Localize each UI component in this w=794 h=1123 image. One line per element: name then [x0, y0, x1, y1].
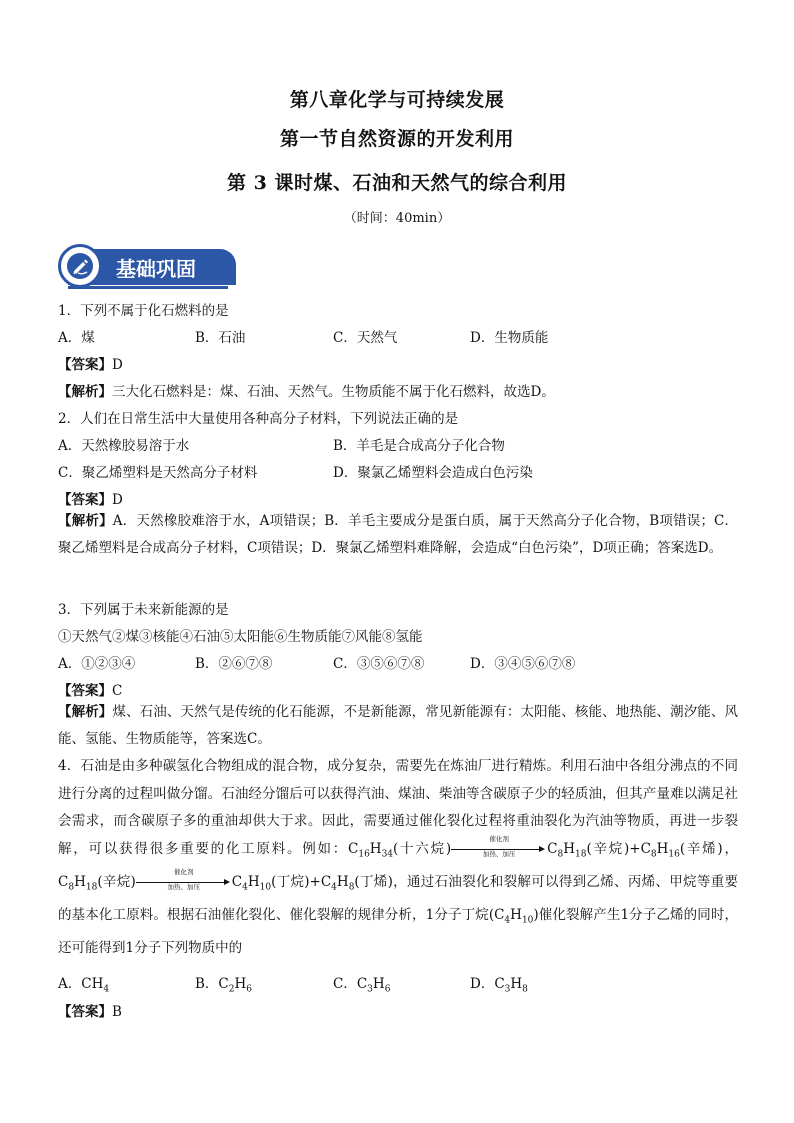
answer-label: 【答案】: [58, 1004, 112, 1020]
q4-sub: 16: [668, 849, 680, 860]
q4-answer-value: B: [112, 1004, 122, 1020]
catalyst-label: 催化剂: [174, 868, 194, 877]
answer-label: 【答案】: [58, 683, 112, 699]
answer-label: 【答案】: [58, 492, 112, 508]
q4-option-a: [58, 972, 109, 995]
q3-option-a: A．①②③④: [58, 656, 136, 672]
q3-option-d: D．③④⑤⑥⑦⑧: [470, 656, 576, 672]
q4-text: C: [231, 873, 243, 890]
q4-sub: 18: [574, 849, 587, 860]
q4-option-d-sub2: 8: [522, 984, 528, 995]
q1-option-c: C．天然气: [333, 330, 398, 346]
q4-option-c-sub2: 6: [384, 984, 391, 995]
q4-option-c-sub: 3: [367, 984, 373, 995]
q4-sub: 8: [348, 882, 355, 893]
q3-option-c: C．③⑤⑥⑦⑧: [333, 656, 425, 672]
q4-text: H: [247, 873, 260, 890]
q3-stem: 3．下列属于未来新能源的是: [58, 602, 229, 618]
q3-answer-value: C: [112, 683, 123, 699]
q4-option-b-mid: H: [234, 976, 247, 992]
q4-sub: 4: [504, 915, 511, 926]
q4-option-b: [195, 972, 252, 995]
q1-option-a: A．煤: [58, 330, 95, 346]
q4-sub: 8: [68, 882, 75, 893]
condition-label: 加热、加压: [482, 850, 516, 858]
q2-option-c: C．聚乙烯塑料是天然高分子材料: [58, 465, 258, 481]
pencil-badge-icon: [58, 244, 102, 288]
q4-sub: 34: [381, 849, 394, 860]
q4-sub: 10: [521, 915, 534, 926]
catalyst-label: 催化剂: [489, 835, 509, 843]
q2-analysis-text: A．天然橡胶难溶于水，A项错误；B．羊毛主要成分是蛋白质，属于天然高分子化合物，B项错误；C．聚乙烯塑料是合成高分子材料，C项错误；D．聚氯乙烯塑料难降解，会造成“白色污染”，D项正确；答案选D。: [58, 513, 738, 556]
q4-text: H: [369, 840, 382, 857]
q4-stem: [58, 753, 738, 963]
q4-option-c-text: C．C: [333, 976, 368, 992]
q1-analysis: [58, 380, 555, 400]
q4-sub: 18: [85, 882, 98, 893]
q2-option-d: D．聚氯乙烯塑料会造成白色污染: [333, 465, 533, 481]
q4-option-a-sub: 4: [103, 984, 110, 995]
q4-text: (辛烯)，C: [58, 840, 738, 890]
q1-answer-value: D: [112, 357, 123, 373]
q3-list: ①天然气②煤③核能④石油⑤太阳能⑥生物质能⑦风能⑧氢能: [58, 629, 423, 645]
q4-option-b-sub: 2: [228, 984, 235, 995]
q4-sub: 8: [650, 849, 657, 860]
banner-label: 基础巩固: [116, 257, 196, 281]
analysis-label: 【解析】: [58, 704, 113, 720]
q4-text: (辛烷)+C: [586, 840, 651, 857]
q3-answer: [58, 679, 122, 699]
answer-label: 【答案】: [58, 357, 112, 373]
q4-option-b-sub2: 6: [246, 984, 252, 995]
q4-text: (丁烷)+C: [271, 873, 332, 890]
section-title: 第一节自然资源的开发利用: [279, 128, 514, 150]
q2-analysis: [58, 508, 738, 562]
q3-option-b: B．②⑥⑦⑧: [195, 656, 273, 672]
q4-option-d: [470, 972, 528, 995]
q1-option-d: D．生物质能: [470, 330, 549, 346]
q4-text: (十六烷): [393, 840, 452, 857]
condition-label: 加热、加压: [167, 883, 201, 892]
q2-stem: 2．人们在日常生活中大量使用各种高分子材料，下列说法正确的是: [58, 411, 459, 427]
q4-text: H: [563, 840, 575, 857]
q4-option-d-sub: 3: [504, 984, 511, 995]
q2-answer-value: D: [112, 492, 123, 508]
q2-answer: [58, 488, 123, 508]
q4-sub: 4: [242, 882, 248, 893]
q4-stem-text: 4．石油是由多种碳氢化合物组成的混合物，成分复杂，需要先在炼油厂进行精炼。利用石油中各组分沸点的不同进行分离的过程叫做分馏。石油经分馏后可以获得汽油、煤油、柴油等含碳原子少的轻质油，但其产量难以满足社会需求，而含碳原子多的重油却供大于求。因此，需要通过催化裂化过程将重油裂化为汽油等物质，再进一步裂解，可以获得很多重要的化工原料。例如：C: [58, 758, 738, 857]
q1-analysis-text: 三大化石燃料是：煤、石油、天然气。生物质能不属于化石燃料，故选D。: [112, 384, 555, 400]
q1-answer: [58, 353, 123, 373]
q4-sub: 16: [358, 849, 370, 860]
q4-option-c-mid: H: [372, 976, 385, 992]
analysis-label: 【解析】: [58, 513, 113, 529]
q4-sub: 8: [557, 849, 564, 860]
reaction-arrow: [136, 868, 232, 892]
section-banner: [58, 244, 236, 290]
q3-analysis-text: 煤、石油、天然气是传统的化石能源，不是新能源，常见新能源有：太阳能、核能、地热能、潮汐能、风能、氢能、生物质能等，答案选C。: [58, 704, 739, 747]
q1-stem: 1．下列不属于化石燃料的是: [58, 303, 229, 319]
q4-option-b-text: B．C: [195, 976, 229, 992]
q4-option-d-text: D．C: [470, 976, 505, 992]
q4-option-a-text: A．CH: [58, 976, 104, 992]
q4-text: (丁烯)，通过石油裂化和裂解可以得到乙烯、丙烯、甲烷等重要的基本化工原料。根据石油催化裂化、催化裂解的规律分析，1分子丁烷(C: [58, 873, 738, 923]
chapter-title: 第八章化学与可持续发展: [289, 89, 505, 111]
q4-sub: 10: [259, 882, 272, 893]
q4-sub: 4: [331, 882, 337, 893]
q4-text: C: [547, 840, 558, 857]
q4-text: H: [656, 840, 669, 857]
analysis-label: 【解析】: [58, 384, 112, 400]
q4-text: H: [74, 873, 86, 890]
reaction-arrow: [451, 835, 547, 858]
q1-option-b: B．石油: [195, 330, 246, 346]
q3-analysis: [58, 699, 738, 753]
q4-text: 烷): [116, 873, 136, 890]
q4-text: (辛: [97, 873, 117, 890]
q4-text: )催化裂解产生1分子乙烯的同时，还可能得到1分子下列物质中的: [58, 906, 738, 957]
q4-answer: [58, 1000, 122, 1020]
lesson-title: 第 3 课时煤、石油和天然气的综合利用: [227, 172, 567, 194]
time-limit: （时间：40min）: [343, 211, 451, 226]
q4-option-c: [333, 972, 390, 995]
q4-option-d-mid: H: [510, 976, 523, 992]
q4-text: H: [510, 906, 522, 923]
q2-option-a: A．天然橡胶易溶于水: [58, 438, 190, 454]
q4-text: H: [336, 873, 349, 890]
q2-option-b: B．羊毛是合成高分子化合物: [333, 438, 505, 454]
